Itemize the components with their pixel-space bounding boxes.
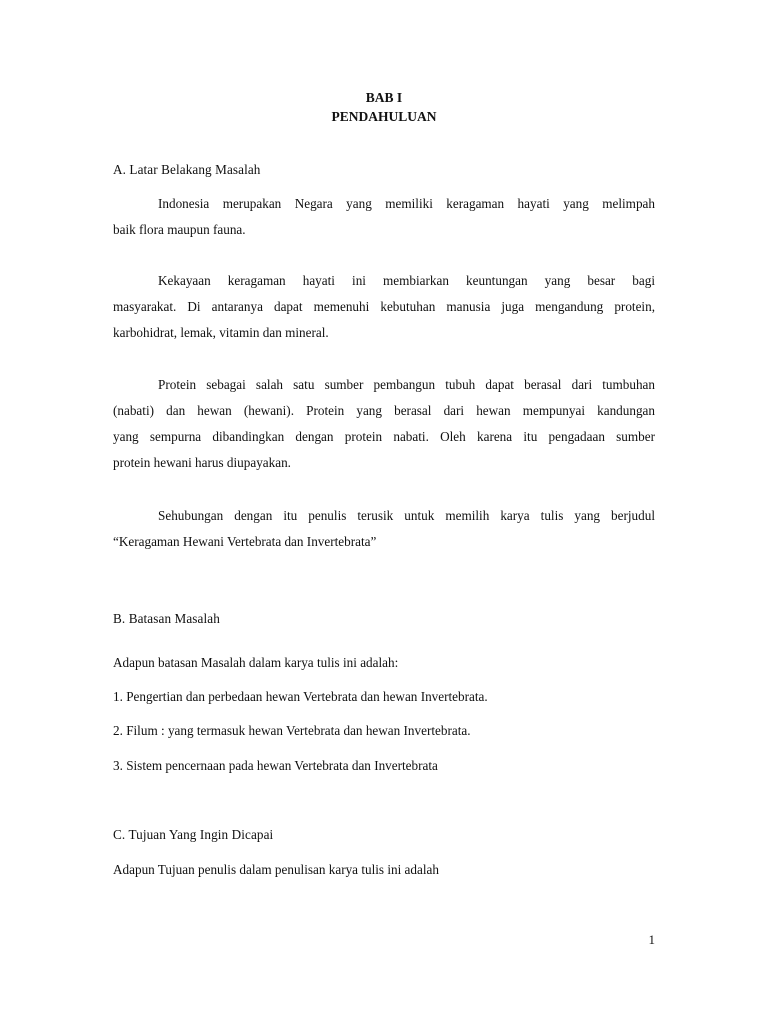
section-b-heading: B. Batasan Masalah	[113, 611, 220, 626]
section-a-heading: A. Latar Belakang Masalah	[113, 162, 261, 177]
paragraph-line: masyarakat. Di antaranya dapat memenuhi kebutuhan manusia juga mengandung protein,	[113, 299, 655, 314]
paragraph-line: Kekayaan keragaman hayati ini membiarkan keuntungan yang besar bagi	[158, 273, 655, 288]
paragraph-line: Protein sebagai salah satu sumber pembangun tubuh dapat berasal dari tumbuhan	[158, 377, 655, 392]
paragraph-line: karbohidrat, lemak, vitamin dan mineral.	[113, 325, 329, 340]
page-number: 1	[648, 932, 655, 947]
section-b-intro: Adapun batasan Masalah dalam karya tulis ini adalah:	[113, 655, 399, 670]
paragraph-line: protein hewani harus diupayakan.	[113, 455, 291, 470]
list-item: 2. Filum : yang termasuk hewan Vertebrata dan hewan Invertebrata.	[113, 723, 471, 738]
chapter-title: BAB I	[365, 90, 403, 105]
chapter-subtitle: PENDAHULUAN	[331, 109, 437, 124]
section-c-heading: C. Tujuan Yang Ingin Dicapai	[113, 827, 274, 842]
paragraph-line: baik flora maupun fauna.	[113, 222, 246, 237]
paragraph-line: yang sempurna dibandingkan dengan protein nabati. Oleh karena itu pengadaan sumber	[113, 429, 655, 444]
list-item: 3. Sistem pencernaan pada hewan Vertebrata dan Invertebrata	[113, 758, 438, 773]
paragraph-line: (nabati) dan hewan (hewani). Protein yang berasal dari hewan mempunyai kandungan	[113, 403, 655, 418]
section-c-intro: Adapun Tujuan penulis dalam penulisan karya tulis ini adalah	[113, 862, 439, 877]
list-item: 1. Pengertian dan perbedaan hewan Vertebrata dan hewan Invertebrata.	[113, 689, 488, 704]
paragraph-line: Indonesia merupakan Negara yang memiliki keragaman hayati yang melimpah	[158, 196, 655, 211]
paragraph-line: “Keragaman Hewani Vertebrata dan Invertebrata”	[113, 534, 377, 549]
paragraph-line: Sehubungan dengan itu penulis terusik untuk memilih karya tulis yang berjudul	[158, 508, 655, 523]
